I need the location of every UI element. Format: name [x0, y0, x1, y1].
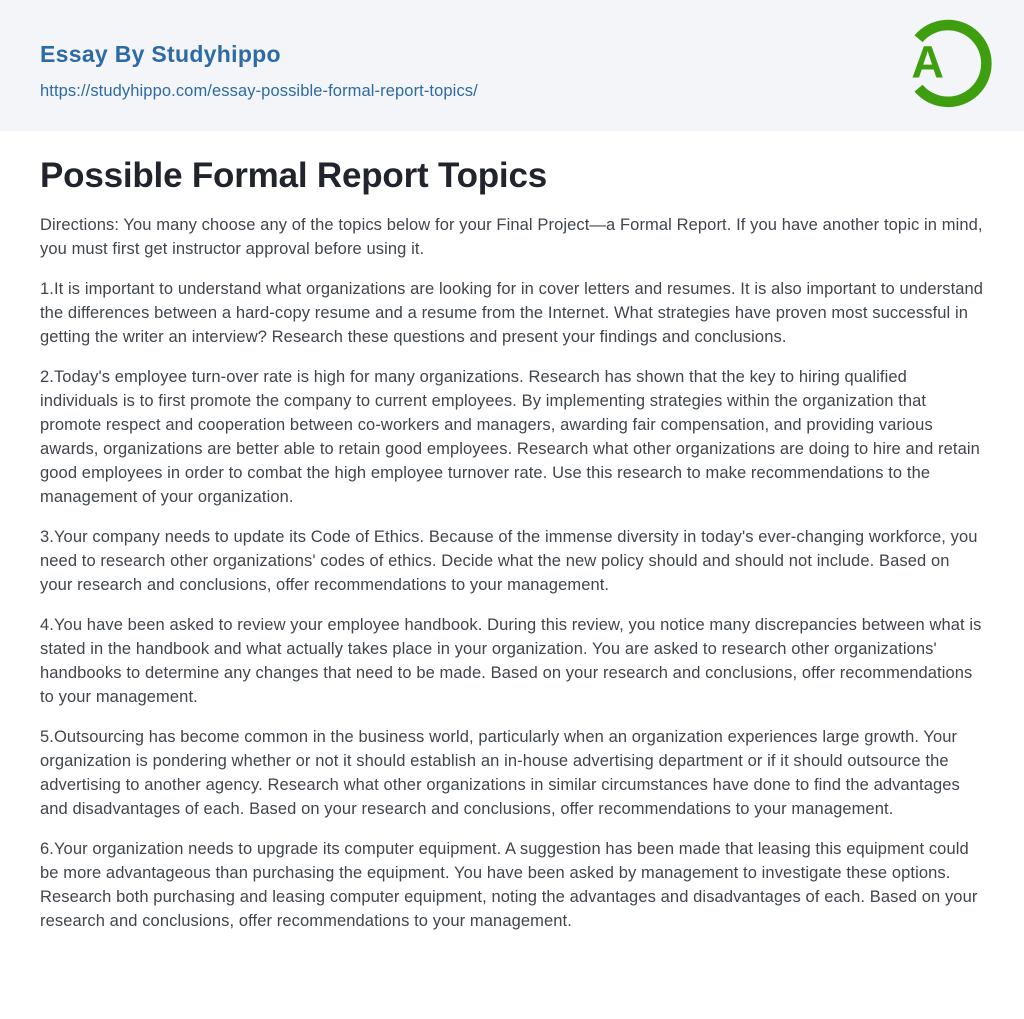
directions-paragraph: Directions: You many choose any of the topics below for your Final Project—a Formal Report. If you have another topic in mind, you must first get instructor approval before using it. [40, 216, 983, 258]
logo-arc-icon [896, 12, 992, 112]
studyhippo-logo [896, 12, 992, 112]
topic-paragraph-3: 3.Your company needs to update its Code of Ethics. Because of the immense diversity in today's ever-changing workforce, you need to research other organizations' codes of ethics. Decide what the new policy should and should not include. Based on your research and conclusions, offer recommendations to your management. [40, 528, 978, 594]
site-title: Essay By Studyhippo [40, 41, 281, 67]
document-body [0, 131, 1024, 933]
topic-paragraph-2: 2.Today's employee turn-over rate is high for many organizations. Research has shown that the key to hiring qualified individuals is to first promote the company to current employees. By implementing strategies within the organization that promote respect and cooperation between co-workers and managers, awarding fair compensation, and providing various awards, organizations are better able to retain good employees. Research what other organizations are doing to hire and retain good employees in order to combat the high employee turnover rate. Use this research to make recommendations to the management of your organization. [40, 368, 980, 506]
topic-paragraph-4: 4.You have been asked to review your employee handbook. During this review, you notice many discrepancies between what is stated in the handbook and what actually takes place in your organization. You are asked to research other organizations' handbooks to determine any changes that need to be made. Based on your research and conclusions, offer recommendations to your management. [40, 616, 982, 706]
source-url-link[interactable]: https://studyhippo.com/essay-possible-formal-report-topics/ [40, 82, 478, 101]
logo-letter: A [911, 36, 944, 88]
topic-paragraph-6: 6.Your organization needs to upgrade its computer equipment. A suggestion has been made that leasing this equipment could be more advantageous than purchasing the equipment. You have been asked by management to investigate these options. Research both purchasing and leasing computer equipment, noting the advantages and disadvantages of each. Based on your research and conclusions, offer recommendations to your management. [40, 840, 978, 930]
topic-paragraph-1: 1.It is important to understand what organizations are looking for in cover letters and resumes. It is also important to understand the differences between a hard-copy resume and a resume from the Internet. What strategies have proven most successful in getting the writer an interview? Research these questions and present your findings and conclusions. [40, 280, 984, 346]
page-title: Possible Formal Report Topics [40, 156, 547, 195]
site-header [0, 0, 1024, 131]
topic-paragraph-5: 5.Outsourcing has become common in the business world, particularly when an organization experiences large growth. Your organization is pondering whether or not it should establish an in-house advertising department or if it should outsource the advertising to another agency. Research what other organizations in similar circumstances have done to find the advantages and disadvantages of each. Based on your research and conclusions, offer recommendations to your management. [40, 728, 960, 818]
